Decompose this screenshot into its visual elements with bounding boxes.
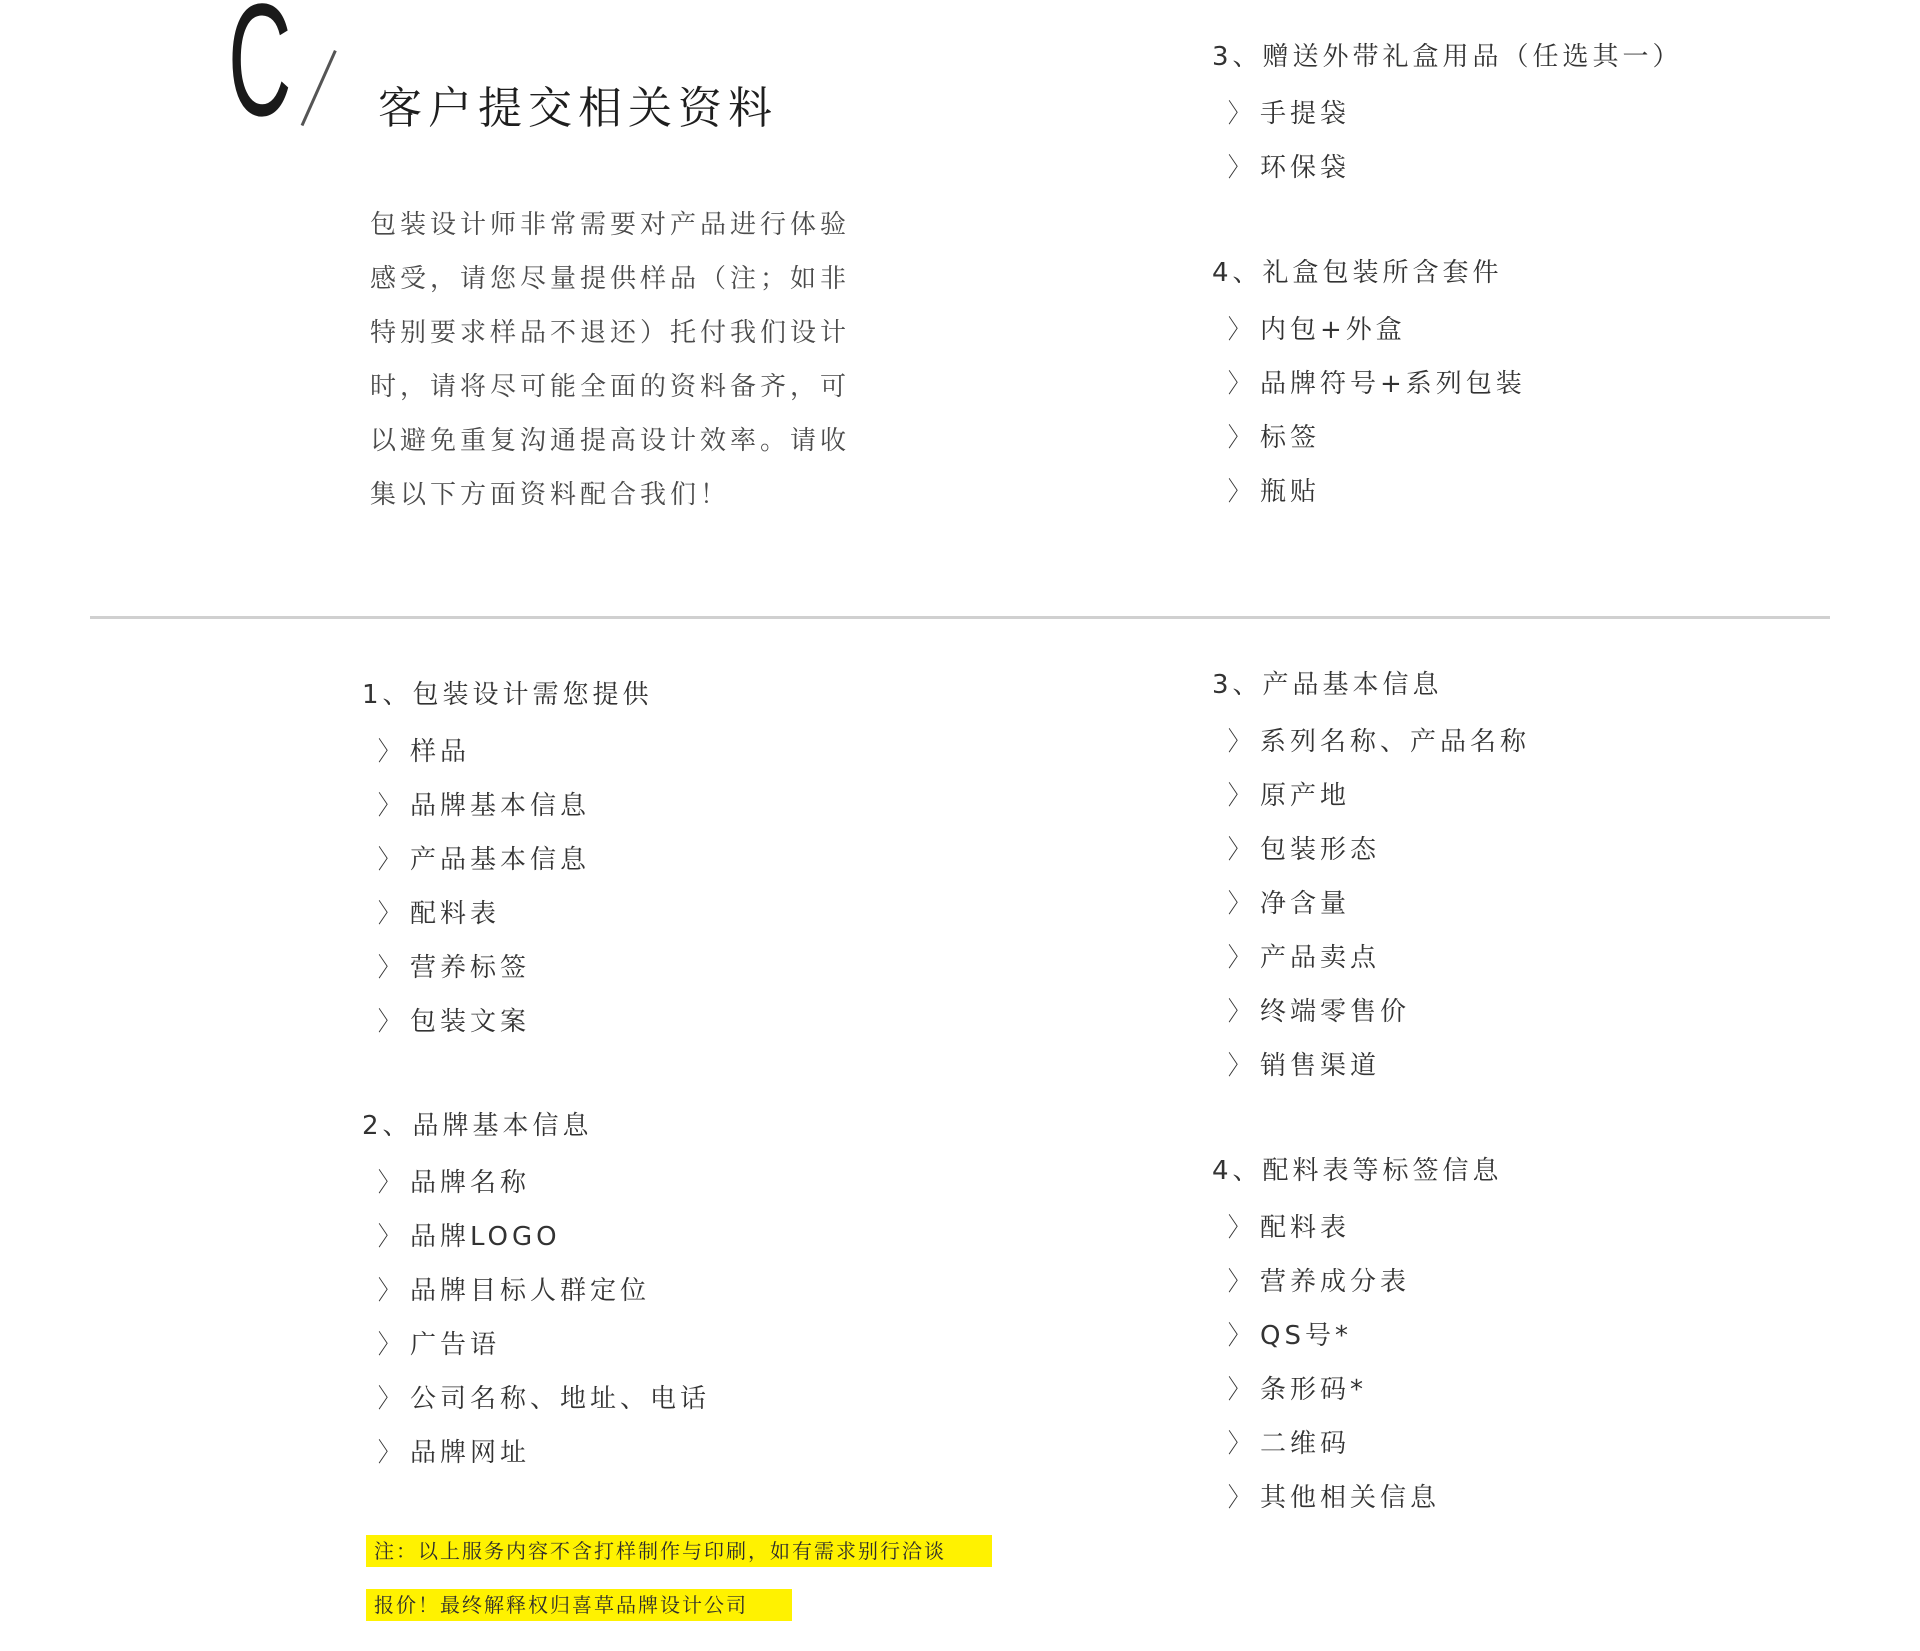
chevron-right-icon: 〉	[1228, 1428, 1253, 1459]
list-item	[362, 830, 653, 884]
intro-line: 集以下方面资料配合我们！	[370, 480, 731, 510]
product-info-section	[1212, 658, 1530, 1090]
list-item-label: 配料表	[1260, 1212, 1351, 1243]
intro-line: 时，请将尽可能全面的资料备齐，可	[370, 372, 851, 402]
chevron-right-icon: 〉	[1228, 780, 1253, 811]
list-item	[1212, 462, 1526, 516]
section-letter: C	[228, 0, 292, 149]
list-item-label: 包装文案	[410, 1006, 531, 1037]
list-item-label: 品牌名称	[410, 1167, 531, 1198]
section-title: 3、产品基本信息	[1212, 670, 1443, 700]
list-item	[1212, 138, 1683, 192]
section-title: 2、品牌基本信息	[362, 1111, 593, 1141]
list-item-label: QS号*	[1260, 1320, 1352, 1351]
list-item-label: 原产地	[1260, 780, 1351, 811]
brand-info-section	[362, 1099, 710, 1477]
list-item	[362, 1207, 710, 1261]
list-item	[362, 1369, 710, 1423]
list-item-label: 公司名称、地址、电话	[410, 1383, 711, 1414]
section-title: 3、赠送外带礼盒用品（任选其一）	[1212, 42, 1683, 72]
page-title: 客户提交相关资料	[378, 83, 778, 134]
list-item-label: 广告语	[410, 1329, 501, 1360]
list-item-label: 手提袋	[1260, 98, 1351, 129]
chevron-right-icon: 〉	[1228, 1374, 1253, 1405]
chevron-right-icon: 〉	[1228, 152, 1253, 183]
list-item	[1212, 1468, 1503, 1522]
section-title: 4、配料表等标签信息	[1212, 1156, 1503, 1186]
list-item-label: 营养标签	[410, 952, 531, 983]
chevron-right-icon: 〉	[378, 898, 403, 929]
intro-line: 感受，请您尽量提供样品（注；如非	[370, 264, 851, 294]
chevron-right-icon: 〉	[1228, 888, 1253, 919]
list-item-label: 品牌目标人群定位	[410, 1275, 651, 1306]
chevron-right-icon: 〉	[1228, 1266, 1253, 1297]
chevron-right-icon: 〉	[378, 1437, 403, 1468]
chevron-right-icon: 〉	[1228, 314, 1253, 345]
section-divider	[90, 616, 1830, 619]
chevron-right-icon: 〉	[378, 1167, 403, 1198]
list-item	[362, 938, 653, 992]
list-item-label: 品牌符号+系列包装	[1260, 368, 1526, 399]
list-item	[1212, 1360, 1503, 1414]
list-item	[1212, 1198, 1503, 1252]
list-item	[362, 1261, 710, 1315]
chevron-right-icon: 〉	[1228, 1212, 1253, 1243]
list-item-label: 环保袋	[1260, 152, 1351, 183]
chevron-right-icon: 〉	[378, 952, 403, 983]
chevron-right-icon: 〉	[1228, 1320, 1253, 1351]
list-item	[1212, 84, 1683, 138]
list-item	[1212, 408, 1526, 462]
label-info-section	[1212, 1144, 1503, 1522]
footnote-line-2: 报价！最终解释权归喜草品牌设计公司	[366, 1589, 792, 1621]
chevron-right-icon: 〉	[1228, 942, 1253, 973]
chevron-right-icon: 〉	[378, 844, 403, 875]
list-item-label: 内包+外盒	[1260, 314, 1406, 345]
list-item-label: 包装形态	[1260, 834, 1381, 865]
chevron-right-icon: 〉	[378, 1221, 403, 1252]
list-item-label: 销售渠道	[1260, 1050, 1381, 1081]
list-item	[362, 992, 653, 1046]
chevron-right-icon: 〉	[378, 1006, 403, 1037]
section-title: 1、包装设计需您提供	[362, 680, 653, 710]
chevron-right-icon: 〉	[1228, 1050, 1253, 1081]
list-item	[362, 722, 653, 776]
intro-line: 包装设计师非常需要对产品进行体验	[370, 210, 851, 240]
intro-line: 特别要求样品不退还）托付我们设计	[370, 318, 851, 348]
chevron-right-icon: 〉	[1228, 476, 1253, 507]
list-item-label: 营养成分表	[1260, 1266, 1411, 1297]
chevron-right-icon: 〉	[378, 790, 403, 821]
list-item-label: 其他相关信息	[1260, 1482, 1441, 1513]
chevron-right-icon: 〉	[1228, 1482, 1253, 1513]
list-item-label: 瓶贴	[1260, 476, 1321, 507]
list-item-label: 产品基本信息	[410, 844, 591, 875]
list-item	[362, 1423, 710, 1477]
list-item-label: 配料表	[410, 898, 501, 929]
list-item	[1212, 928, 1530, 982]
slash-divider	[301, 50, 337, 126]
section-title: 4、礼盒包装所含套件	[1212, 258, 1503, 288]
list-item-label: 品牌基本信息	[410, 790, 591, 821]
footnote-line-1: 注：以上服务内容不含打样制作与印刷，如有需求别行洽谈	[366, 1535, 992, 1567]
list-item	[1212, 820, 1530, 874]
list-item	[1212, 712, 1530, 766]
list-item	[362, 1315, 710, 1369]
chevron-right-icon: 〉	[378, 736, 403, 767]
list-item-label: 终端零售价	[1260, 996, 1411, 1027]
chevron-right-icon: 〉	[1228, 368, 1253, 399]
list-item	[362, 884, 653, 938]
list-item-label: 二维码	[1260, 1428, 1351, 1459]
intro-paragraph	[370, 198, 860, 522]
intro-line: 以避免重复沟通提高设计效率。请收	[370, 426, 851, 456]
list-item	[1212, 1036, 1530, 1090]
provide-section	[362, 668, 653, 1046]
list-item	[1212, 1306, 1503, 1360]
list-item-label: 净含量	[1260, 888, 1351, 919]
list-item	[1212, 874, 1530, 928]
list-item-label: 条形码*	[1260, 1374, 1368, 1405]
chevron-right-icon: 〉	[378, 1275, 403, 1306]
list-item	[1212, 300, 1526, 354]
list-item	[362, 1153, 710, 1207]
chevron-right-icon: 〉	[1228, 834, 1253, 865]
chevron-right-icon: 〉	[1228, 422, 1253, 453]
gift-box-set-section	[1212, 246, 1526, 516]
list-item-label: 样品	[410, 736, 471, 767]
list-item-label: 品牌网址	[410, 1437, 531, 1468]
gift-items-section	[1212, 30, 1683, 192]
chevron-right-icon: 〉	[1228, 996, 1253, 1027]
list-item	[362, 776, 653, 830]
list-item-label: 系列名称、产品名称	[1260, 726, 1531, 757]
list-item-label: 品牌LOGO	[410, 1221, 561, 1252]
list-item-label: 标签	[1260, 422, 1321, 453]
chevron-right-icon: 〉	[1228, 726, 1253, 757]
list-item	[1212, 766, 1530, 820]
chevron-right-icon: 〉	[378, 1383, 403, 1414]
list-item	[1212, 1414, 1503, 1468]
list-item	[1212, 354, 1526, 408]
list-item-label: 产品卖点	[1260, 942, 1381, 973]
list-item	[1212, 982, 1530, 1036]
chevron-right-icon: 〉	[1228, 98, 1253, 129]
list-item	[1212, 1252, 1503, 1306]
chevron-right-icon: 〉	[378, 1329, 403, 1360]
